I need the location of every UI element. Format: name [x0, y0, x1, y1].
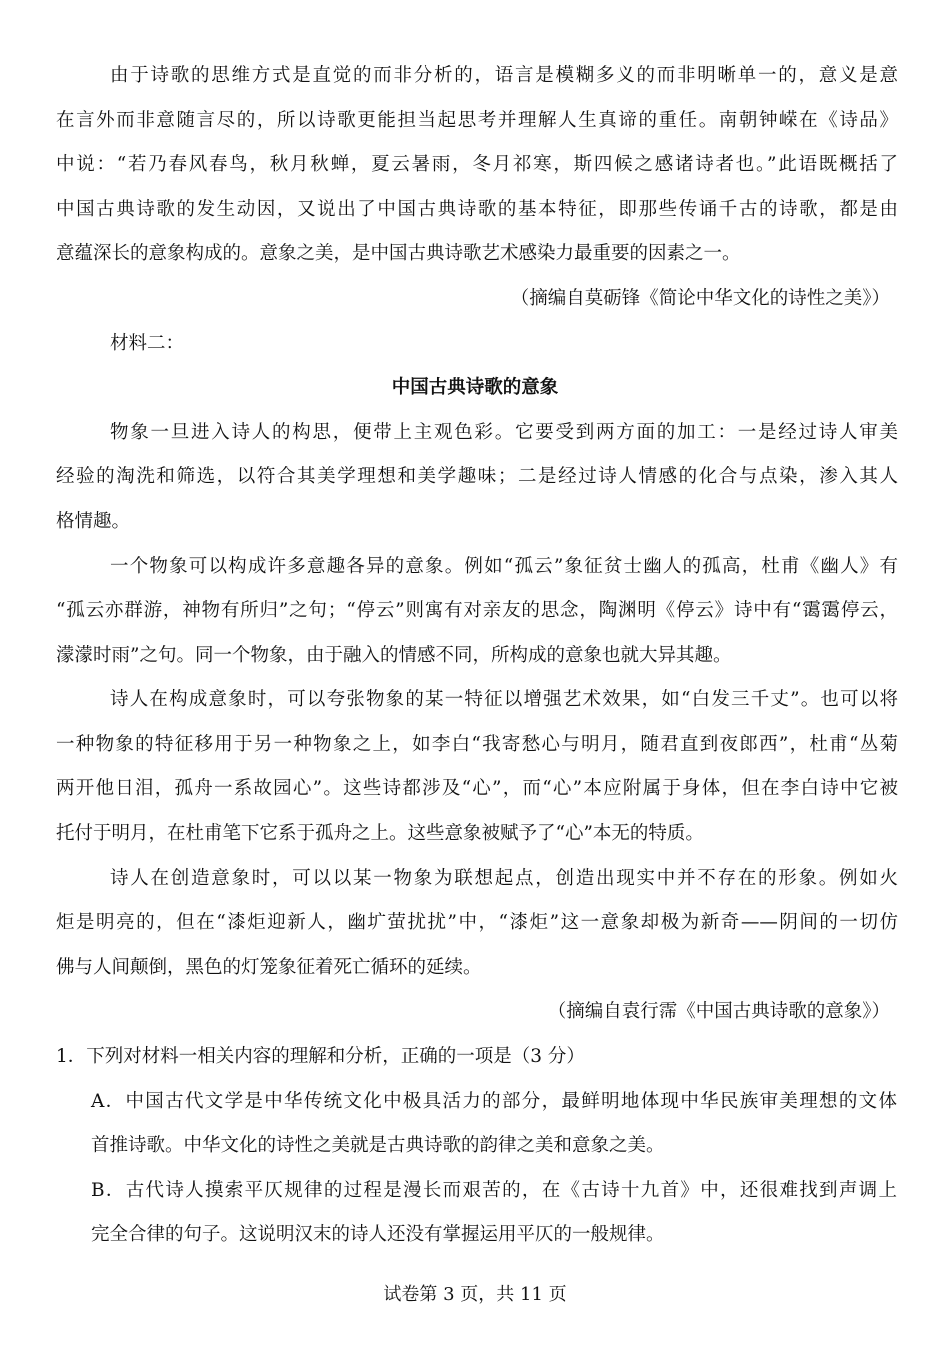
page-footer: 试卷第 3 页，共 11 页 — [383, 1284, 567, 1305]
paragraph-line: 佛与人间颠倒，黑色的灯笼象征着死亡循环的延续。 — [56, 957, 482, 978]
paragraph-line: “孤云亦群游，神物有所归”之句；“停云”则寓有对亲友的思念，陶渊明《停云》诗中有“霭霭停云， — [56, 600, 898, 621]
paragraph-line: 诗人在构成意象时，可以夸张物象的某一特征以增强艺术效果，如“白发三千丈”。也可以将 — [110, 689, 898, 710]
material2-title: 中国古典诗歌的意象 — [391, 377, 559, 398]
paragraph-line: 两开他日泪，孤舟一系故园心”。这些诗都涉及“心”，而“心”本应附属于身体，但在李白诗中它被 — [56, 778, 898, 799]
paragraph-line: 一个物象可以构成许多意趣各异的意象。例如“孤云”象征贫士幽人的孤高，杜甫《幽人》有 — [110, 556, 898, 577]
material1-line: 中国古典诗歌的发生动因，又说出了中国古典诗歌的基本特征，即那些传诵千古的诗歌，都是由 — [56, 199, 898, 220]
material1-line: 中说：“若乃春风春鸟，秋月秋蝉，夏云暑雨，冬月祁寒，斯四候之感诸诗者也。”此语既概括了 — [56, 154, 898, 175]
material1-line: 意蕴深长的意象构成的。意象之美，是中国古典诗歌艺术感染力最重要的因素之一。 — [56, 243, 741, 264]
paragraph-line: 物象一旦进入诗人的构思，便带上主观色彩。它要受到两方面的加工：一是经过诗人审美 — [110, 422, 898, 443]
option-b-line: 完全合律的句子。这说明汉末的诗人还没有掌握运用平仄的一般规律。 — [91, 1224, 665, 1245]
paragraph-line: 经验的淘洗和筛选，以符合其美学理想和美学趣味；二是经过诗人情感的化合与点染，渗入其人 — [56, 466, 898, 487]
source-citation-2: （摘编自袁行霈《中国古典诗歌的意象》） — [547, 1001, 890, 1022]
paragraph-line: 格情趣。 — [56, 511, 131, 532]
material1-line: 在言外而非意随言尽的，所以诗歌更能担当起思考并理解人生真谛的重任。南朝钟嵘在《诗品》 — [56, 110, 898, 131]
option-a-line: 首推诗歌。中华文化的诗性之美就是古典诗歌的韵律之美和意象之美。 — [91, 1135, 665, 1156]
paragraph-line: 濛濛时雨”之句。同一个物象，由于融入的情感不同，所构成的意象也就大异其趣。 — [56, 645, 732, 666]
paragraph-line: 一种物象的特征移用于另一种物象之上，如李白“我寄愁心与明月，随君直到夜郎西”，杜甫“丛菊 — [56, 734, 898, 755]
paragraph-line: 炬是明亮的，但在“漆炬迎新人，幽圹萤扰扰”中，“漆炬”这一意象却极为新奇——阴间的一切仿 — [56, 912, 898, 933]
material2-label: 材料二： — [110, 333, 185, 354]
option-b-line: B．古代诗人摸索平仄规律的过程是漫长而艰苦的，在《古诗十九首》中，还很难找到声调上 — [91, 1180, 897, 1201]
option-a-line: A．中国古代文学是中华传统文化中极具活力的部分，最鲜明地体现中华民族审美理想的文体 — [91, 1091, 897, 1112]
source-citation-1: （摘编自莫砺锋《简论中华文化的诗性之美》） — [510, 288, 890, 309]
material1-line: 由于诗歌的思维方式是直觉的而非分析的，语言是模糊多义的而非明晰单一的，意义是意 — [110, 65, 898, 86]
paragraph-line: 托付于明月，在杜甫笔下它系于孤舟之上。这些意象被赋予了“心”本无的特质。 — [56, 823, 704, 844]
question-1: 1．下列对材料一相关内容的理解和分析，正确的一项是（3 分） — [56, 1046, 585, 1067]
paragraph-line: 诗人在创造意象时，可以以某一物象为联想起点，创造出现实中并不存在的形象。例如火 — [110, 868, 898, 889]
